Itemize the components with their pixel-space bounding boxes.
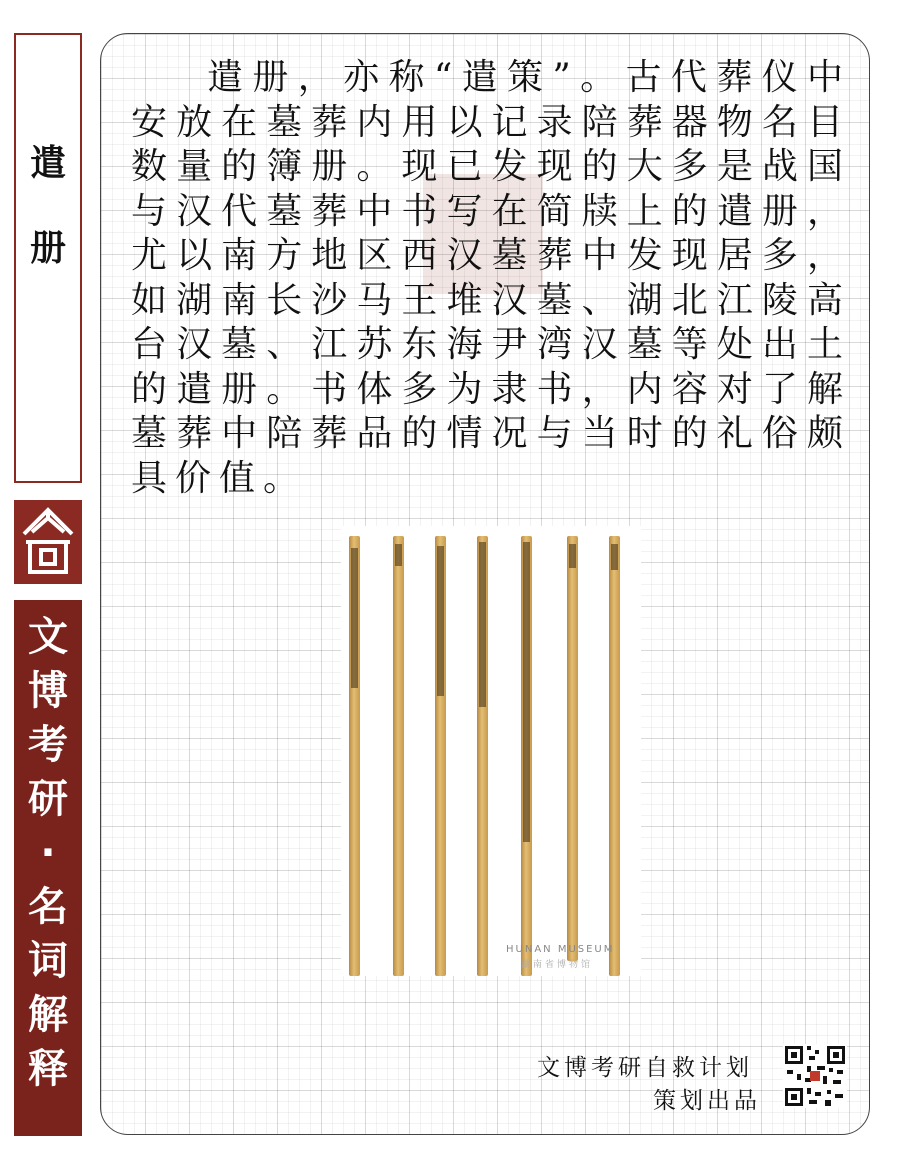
seal-icon [14, 500, 82, 584]
banner-char: · [40, 830, 56, 876]
bamboo-slip [477, 536, 488, 976]
bamboo-slip [567, 536, 578, 961]
banner-char: 博 [28, 668, 68, 714]
bamboo-slip [521, 536, 532, 976]
definition-paragraph: 遣册，亦称“遣策”。古代葬仪中安放在墓葬内用以记录陪葬器物名目数量的簿册。现已发现的大多是战国与汉代墓葬中书写在简牍上的遣册，尤以南方地区西汉墓葬中发现居多，如湖南长沙马王堆汉墓、湖北江陵高台汉墓、江苏东海尹湾汉墓等处出土的遣册。书体多为隶书，内容对了解墓葬中陪葬品的情况与当时的礼俗颇具价值。 [131, 57, 851, 499]
banner-char: 解 [28, 992, 68, 1038]
term-title-box [14, 33, 82, 483]
banner-char: 考 [28, 722, 68, 768]
bamboo-slip [609, 536, 620, 976]
banner-char: 研 [28, 776, 68, 822]
bamboo-slips-image [341, 526, 641, 976]
bamboo-slip [349, 536, 360, 976]
banner-char: 释 [28, 1046, 68, 1092]
banner-char: 名 [28, 884, 68, 930]
banner-char: 词 [28, 938, 68, 984]
term-title-char-1: 遣 [29, 143, 66, 184]
banner-char: 文 [28, 614, 68, 660]
qr-code-icon [783, 1044, 847, 1108]
definition-card [100, 33, 870, 1135]
term-title-char-2: 册 [29, 228, 66, 269]
credit-line-1: 文博考研自救计划 [537, 1055, 753, 1081]
museum-watermark-cn: 湖南省博物馆 [521, 960, 594, 970]
bamboo-slip [393, 536, 404, 976]
banner-text [28, 610, 68, 1096]
museum-watermark: HUNAN MUSEUM [506, 944, 615, 955]
section-banner [14, 600, 82, 1136]
bamboo-slip [435, 536, 446, 976]
credit-line-2: 策划出品 [653, 1088, 761, 1114]
